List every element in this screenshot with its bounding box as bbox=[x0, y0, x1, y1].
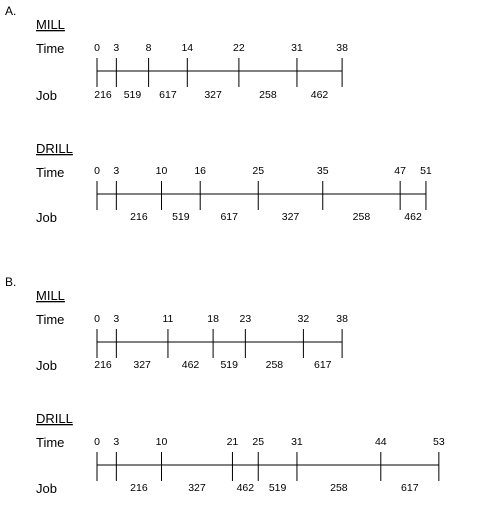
time-tick-label: 10 bbox=[155, 436, 168, 448]
time-tick-label: 3 bbox=[113, 165, 120, 177]
job-label: 216 bbox=[94, 359, 112, 371]
timeline-b-drill bbox=[36, 411, 445, 496]
time-tick-label: 51 bbox=[420, 165, 432, 177]
time-tick-label: 38 bbox=[336, 42, 348, 54]
time-tick-label: 10 bbox=[155, 165, 168, 177]
job-row-label: Job bbox=[36, 358, 57, 373]
timeline-a-mill bbox=[36, 17, 348, 103]
job-label: 327 bbox=[133, 359, 151, 371]
job-label: 258 bbox=[330, 482, 348, 494]
part-a-label: A. bbox=[5, 4, 17, 18]
machine-title: MILL bbox=[36, 288, 65, 303]
machine-title: MILL bbox=[36, 17, 65, 32]
time-tick-label: 3 bbox=[113, 436, 120, 448]
job-label: 258 bbox=[352, 211, 371, 223]
job-row-label: Job bbox=[36, 481, 57, 496]
time-tick-label: 3 bbox=[113, 313, 120, 325]
job-label: 258 bbox=[259, 89, 277, 101]
time-tick-label: 31 bbox=[291, 436, 303, 448]
job-label: 216 bbox=[130, 211, 148, 223]
time-tick-label: 18 bbox=[207, 313, 219, 325]
job-label: 327 bbox=[188, 482, 206, 494]
part-b-label: B. bbox=[5, 275, 17, 289]
job-label: 519 bbox=[268, 482, 287, 494]
machine-title: DRILL bbox=[36, 141, 73, 156]
job-label: 519 bbox=[123, 89, 142, 101]
machine-title: DRILL bbox=[36, 411, 73, 426]
job-label: 258 bbox=[265, 359, 284, 371]
job-label: 216 bbox=[130, 482, 148, 494]
time-tick-label: 16 bbox=[194, 165, 207, 177]
time-tick-label: 14 bbox=[181, 42, 194, 54]
job-label: 617 bbox=[313, 359, 332, 371]
time-tick-label: 32 bbox=[297, 313, 310, 325]
time-tick-label: 22 bbox=[233, 42, 245, 54]
time-tick-label: 3 bbox=[113, 42, 120, 54]
time-row-label: Time bbox=[36, 435, 65, 450]
job-label: 617 bbox=[220, 211, 238, 223]
time-tick-label: 23 bbox=[239, 313, 252, 325]
time-tick-label: 21 bbox=[226, 436, 239, 448]
time-tick-label: 0 bbox=[94, 313, 100, 325]
time-tick-label: 0 bbox=[94, 165, 100, 177]
time-tick-label: 25 bbox=[252, 436, 265, 448]
job-label: 462 bbox=[181, 359, 200, 371]
job-label: 216 bbox=[94, 89, 112, 101]
time-tick-label: 8 bbox=[145, 42, 152, 54]
job-label: 617 bbox=[159, 89, 177, 101]
job-row-label: Job bbox=[36, 210, 57, 225]
timeline-a-drill bbox=[36, 141, 432, 225]
job-label: 462 bbox=[236, 482, 255, 494]
time-tick-label: 0 bbox=[94, 436, 100, 448]
job-label: 462 bbox=[310, 89, 329, 101]
job-label: 617 bbox=[401, 482, 419, 494]
time-row-label: Time bbox=[36, 41, 65, 56]
job-label: 462 bbox=[404, 211, 422, 223]
time-tick-label: 47 bbox=[394, 165, 406, 177]
time-tick-label: 0 bbox=[94, 42, 100, 54]
time-tick-label: 38 bbox=[336, 313, 348, 325]
time-tick-label: 53 bbox=[433, 436, 445, 448]
job-row-label: Job bbox=[36, 88, 57, 103]
time-row-label: Time bbox=[36, 312, 65, 327]
job-label: 327 bbox=[204, 89, 222, 101]
time-tick-label: 31 bbox=[291, 42, 303, 54]
job-label: 519 bbox=[172, 211, 190, 223]
job-label: 327 bbox=[281, 211, 300, 223]
time-tick-label: 25 bbox=[252, 165, 265, 177]
time-tick-label: 44 bbox=[374, 436, 387, 448]
time-tick-label: 35 bbox=[316, 165, 329, 177]
job-label: 519 bbox=[220, 359, 238, 371]
time-tick-label: 11 bbox=[162, 313, 174, 325]
timeline-b-mill bbox=[36, 288, 348, 373]
time-row-label: Time bbox=[36, 165, 65, 180]
